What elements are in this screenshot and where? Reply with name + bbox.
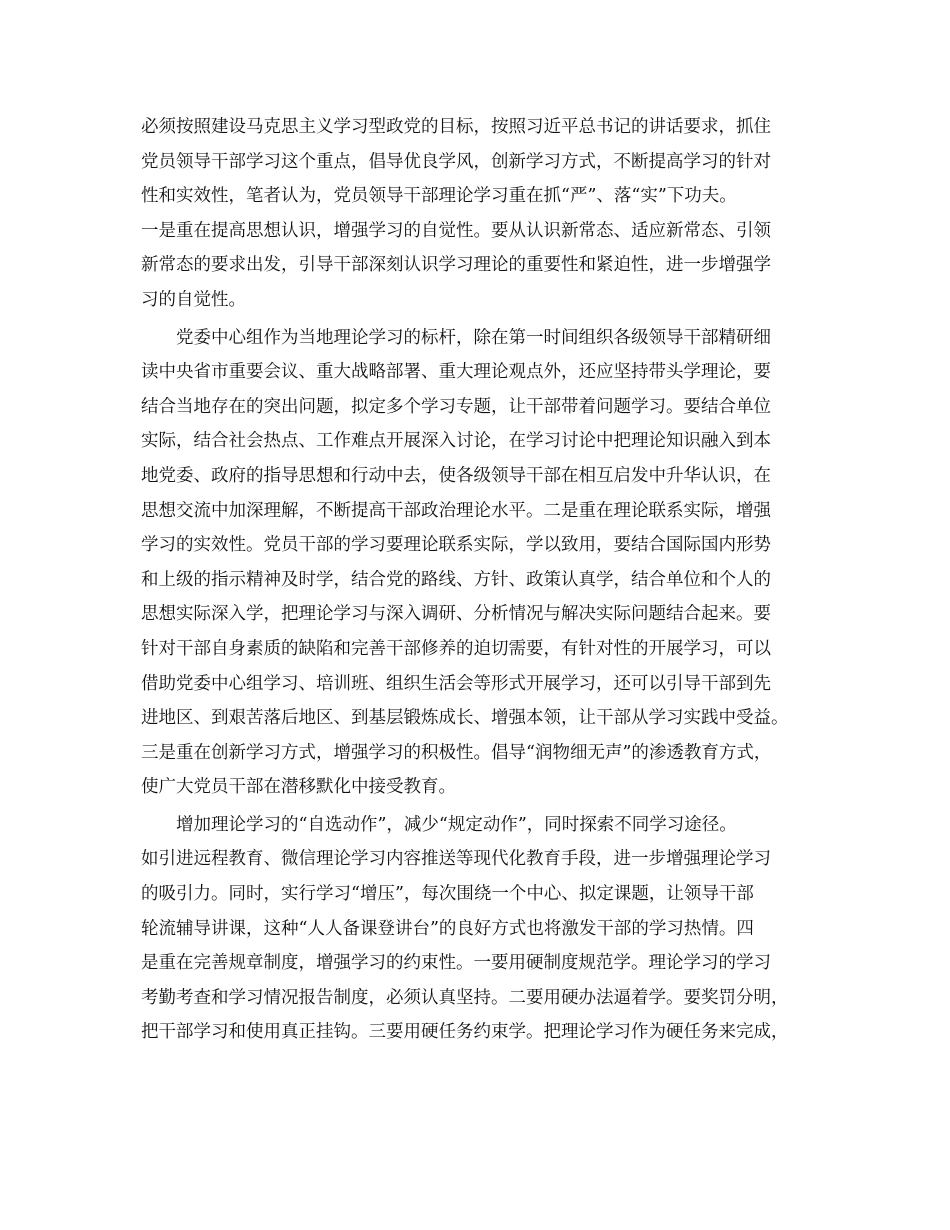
text-line: 性和实效性，笔者认为，党员领导干部理论学习重在抓“严”、落“实”下功夫。 [141,186,737,207]
text-line: 轮流辅导讲课，这种“人人备课登讲台”的良好方式也将激发干部的学习热情。四 [141,918,754,939]
text-line: 思想交流中加深理解，不断提高干部政治理论水平。二是重在理论联系实际，增强 [141,500,771,521]
text-line: 考勤考查和学习情况报告制度，必须认真坚持。二要用硬办法逼着学。要奖罚分明， [141,987,789,1008]
text-line: 学习的实效性。党员干部的学习要理论联系实际，学以致用，要结合国际国内形势 [141,535,771,556]
text-line: 三是重在创新学习方式，增强学习的积极性。倡导“润物细无声”的渗透教育方式， [141,742,772,763]
paragraph [141,321,821,805]
text-line: 习的自觉性。 [141,289,246,310]
document-body [141,110,821,1050]
paragraph [141,110,821,318]
paragraph [141,808,821,1050]
text-line: 是重在完善规章制度，增强学习的约束性。一要用硬制度规范学。理论学习的学习 [141,953,771,974]
text-line: 进地区、到艰苦落后地区、到基层锻炼成长、增强本领，让干部从学习实践中受益。 [141,708,789,729]
text-line: 必须按照建设马克思主义学习型政党的目标，按照习近平总书记的讲话要求，抓住 [141,117,771,137]
text-line: 新常态的要求出发，引导干部深刻认识学习理论的重要性和紧迫性，进一步增强学 [141,255,771,276]
text-line: 党委中心组作为当地理论学习的标杆，除在第一时间组织各级领导干部精研细 [176,327,771,348]
text-line: 使广大党员干部在潜移默化中接受教育。 [141,777,456,798]
text-line: 的吸引力。同时，实行学习“增压”，每次围绕一个中心、拟定课题，让领导干部 [141,884,754,905]
text-line: 一是重在提高思想认识，增强学习的自觉性。要从认识新常态、适应新常态、引领 [141,220,771,241]
text-line: 针对干部自身素质的缺陷和完善干部修养的迫切需要，有针对性的开展学习，可以 [141,638,771,659]
text-line: 把干部学习和使用真正挂钩。三要用硬任务约束学。把理论学习作为硬任务来完成， [141,1022,789,1043]
text-line: 思想实际深入学，把理论学习与深入调研、分析情况与解决实际问题结合起来。要 [141,604,771,625]
text-line: 增加理论学习的“自选动作”，减少“规定动作”，同时探索不同学习途径。 [176,814,737,835]
text-line: 地党委、政府的指导思想和行动中去，使各级领导干部在相互启发中升华认识，在 [141,465,771,486]
text-line: 借助党委中心组学习、培训班、组织生活会等形式开展学习，还可以引导干部到先 [141,673,771,694]
text-line: 党员领导干部学习这个重点，倡导优良学风，创新学习方式，不断提高学习的针对 [141,151,771,172]
text-line: 结合当地存在的突出问题，拟定多个学习专题，让干部带着问题学习。要结合单位 [141,396,771,417]
text-line: 和上级的指示精神及时学，结合党的路线、方针、政策认真学，结合单位和个人的 [141,569,771,590]
text-line: 如引进远程教育、微信理论学习内容推送等现代化教育手段，进一步增强理论学习 [141,849,771,870]
text-line: 实际，结合社会热点、工作难点开展深入讨论，在学习讨论中把理论知识融入到本 [141,431,771,452]
text-line: 读中央省市重要会议、重大战略部署、重大理论观点外，还应坚持带头学理论，要 [141,362,771,383]
